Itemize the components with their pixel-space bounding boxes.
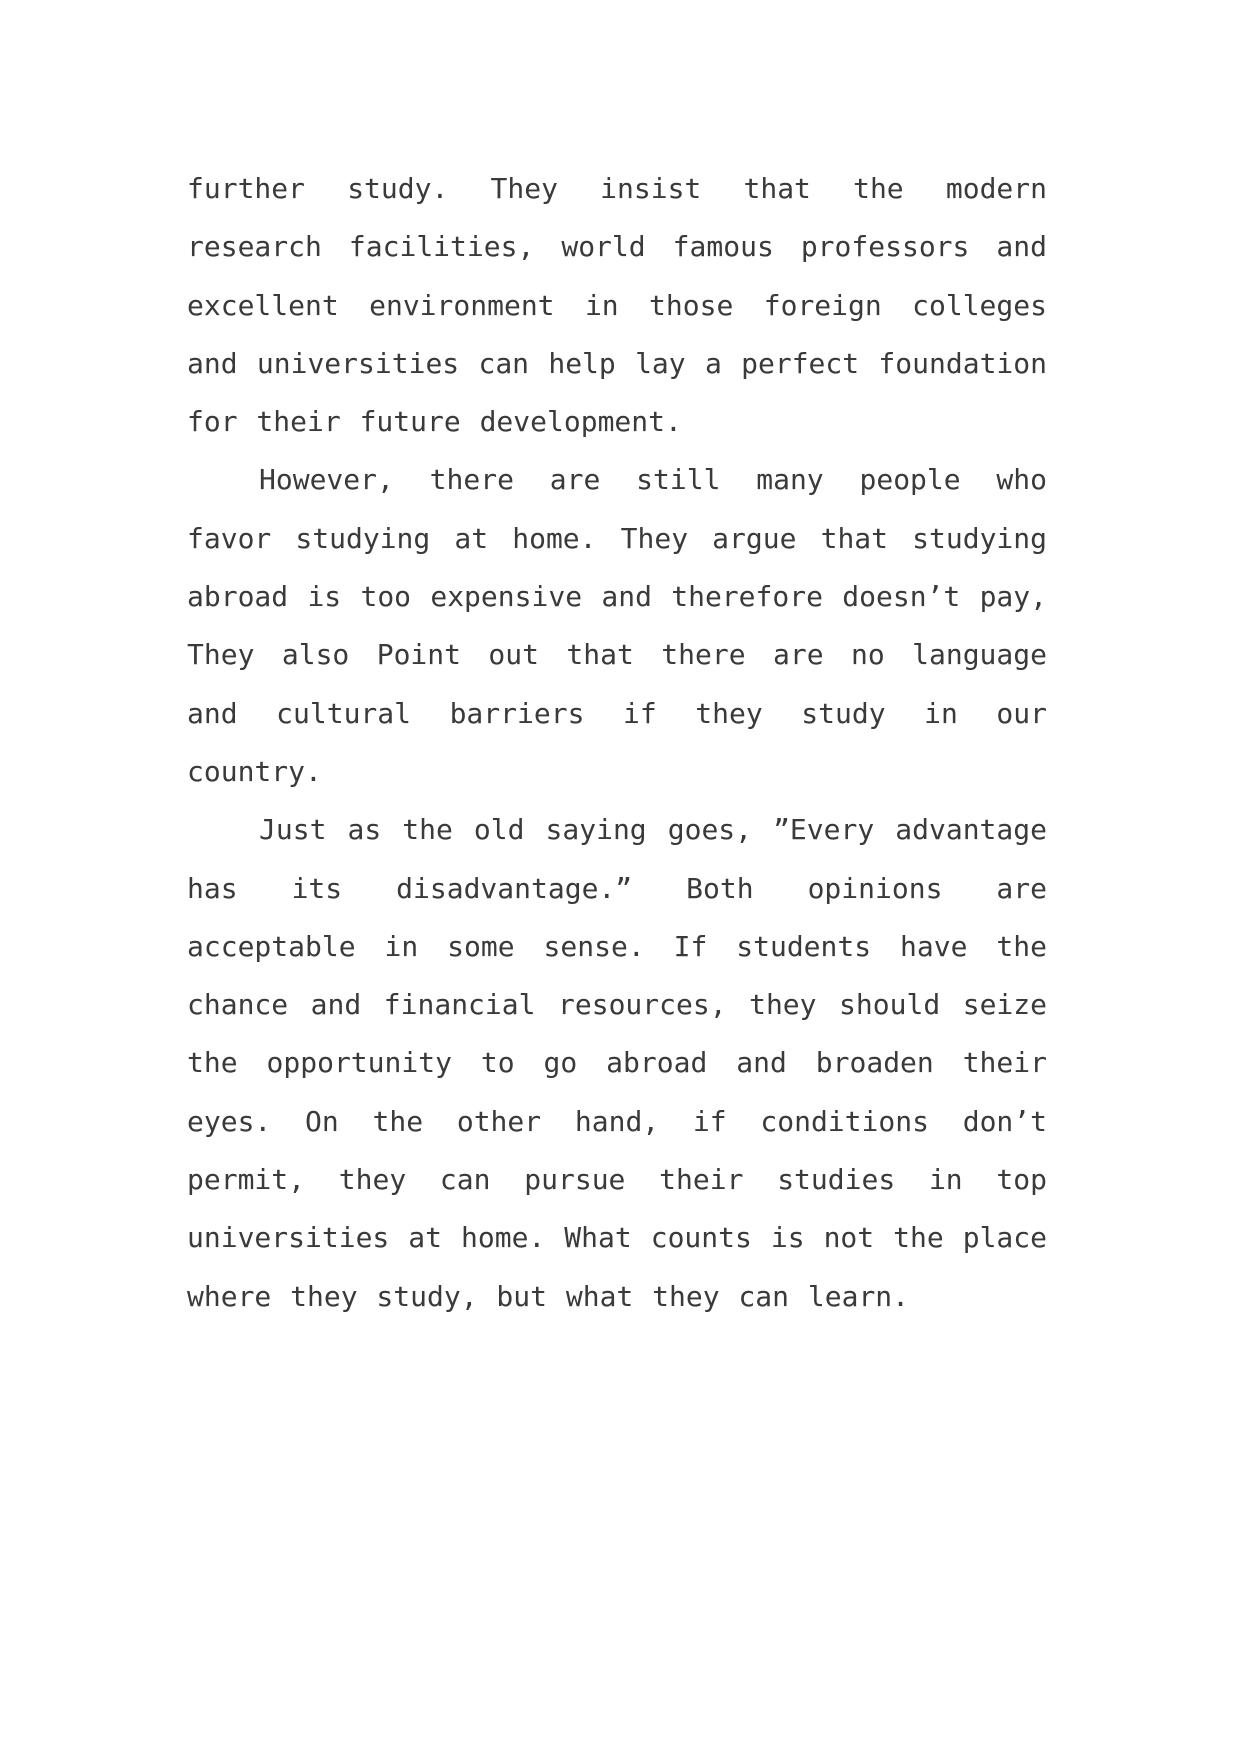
paragraph-3: Just as the old saying goes, ”Every advantage has its disadvantage.” Both opinions are acceptable in some sense. If students have the chance and financial resources, they should seize the opportunity to go abroad and broaden their eyes. On the other hand, if conditions don’t permit, they can pursue their studies in top universities at home. What counts is not the place where they study, but what they can learn. xyxy=(187,813,1047,1313)
paragraph-2: However, there are still many people who favor studying at home. They argue that studying abroad is too expensive and therefore doesn’t pay, They also Point out that there are no language and cultural barriers if they study in our country. xyxy=(187,463,1047,788)
body-text xyxy=(187,160,1047,1326)
paragraph-1: further study. They insist that the modern research facilities, world famous professors and excellent environment in those foreign colleges and universities can help lay a perfect foundation for their future development. xyxy=(187,172,1047,439)
